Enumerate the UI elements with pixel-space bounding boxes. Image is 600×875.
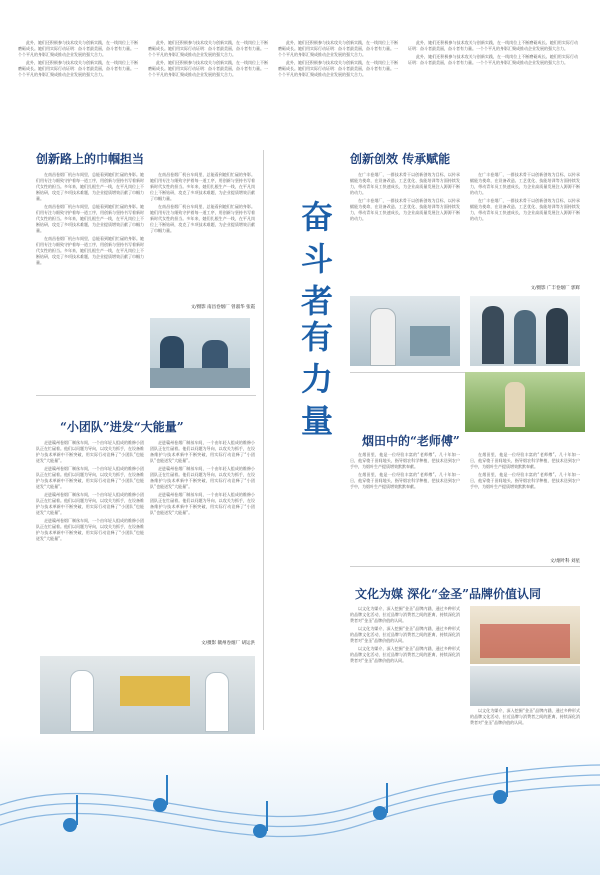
article-1-paragraph-4: 在南昌卷烟厂机台车间里，总能看到她们忙碌的身影。她们用专注与细致守护着每一道工序，用创新与坚持书写着新时代女性的担当。多年来，她们扎根生产一线，在平凡岗位上不断钻研，攻克了多项技术难题，为企业提质增效贡献了巾帼力量。 <box>150 172 255 201</box>
top-text-col-2 <box>148 40 268 140</box>
rule-left-1 <box>36 395 256 396</box>
article-5-paragraph-3: 以文化为媒介，深入挖掘“金圣”品牌内涵，通过多种形式的品牌文化活动，拉近品牌与消费者之间的距离，持续深化消费者对“金圣”品牌价值的认同。 <box>350 646 460 663</box>
top-paragraph-6: 此外，她们还积极参与技术攻关与创新实践，在一线岗位上不断磨砺成长。她们用实际行动证明：奋斗者最美丽，奋斗者有力量。一个个平凡的身影汇聚成推动企业发展的强大合力。 <box>278 60 398 77</box>
article-2-paragraph-2: 在广丰卷烟厂，一群技术骨干以创新创效为目标，以传承赋能为使命，在设备改造、工艺优化、技能培训等方面持续发力，带动青年员工快速成长，为企业高质量发展注入源源不断的动力。 <box>350 198 460 221</box>
article-2-text-col-1 <box>350 172 460 282</box>
article-1-paragraph-5: 在南昌卷烟厂机台车间里，总能看到她们忙碌的身影。她们用专注与细致守护着每一道工序，用创新与坚持书写着新时代女性的担当。多年来，她们扎根生产一线，在平凡岗位上不断钻研，攻克了多项技术难题，为企业提质增效贡献了巾帼力量。 <box>150 204 255 233</box>
article-3-paragraph-1: 走进赣州卷烟厂制丝车间，一个由年轻人组成的维修小团队正在忙碌着。他们以问题为导向，以攻关为抓手，在设备维护与技术革新中不断突破，用实际行动诠释了“小团队”也能迸发“大能量”。 <box>36 440 144 463</box>
article-2-photo-left <box>350 296 460 366</box>
article-4-title: 烟田中的“老师傅” <box>362 434 460 448</box>
center-divider <box>263 150 264 730</box>
article-4-paragraph-2: 在烟田里，他是一位经验丰富的“老师傅”。几十年如一日，他穿梭于田间地头，指导烟农科学种植，把技术送到农户手中，为烟叶生产提质增效默默奉献。 <box>350 472 460 489</box>
article-3-text-col-1 <box>36 440 144 640</box>
article-1-photo <box>150 318 250 388</box>
article-5-text-col-1 <box>350 606 460 726</box>
article-5-photo-bottom <box>470 666 580 706</box>
article-1-paragraph-2: 在南昌卷烟厂机台车间里，总能看到她们忙碌的身影。她们用专注与细致守护着每一道工序，用创新与坚持书写着新时代女性的担当。多年来，她们扎根生产一线，在平凡岗位上不断钻研，攻克了多项技术难题，为企业提质增效贡献了巾帼力量。 <box>36 204 144 233</box>
article-3-paragraph-2: 走进赣州卷烟厂制丝车间，一个由年轻人组成的维修小团队正在忙碌着。他们以问题为导向，以攻关为抓手，在设备维护与技术革新中不断突破，用实际行动诠释了“小团队”也能迸发“大能量”。 <box>36 466 144 489</box>
top-paragraph-8: 此外，她们还积极参与技术攻关与创新实践，在一线岗位上不断磨砺成长。她们用实际行动证明：奋斗者最美丽，奋斗者有力量。一个个平凡的身影汇聚成推动企业发展的强大合力。 <box>408 54 578 65</box>
article-3-photo <box>40 656 255 734</box>
article-2-photo-right <box>470 296 580 366</box>
article-4-photo <box>465 372 585 432</box>
top-paragraph-3: 此外，她们还积极参与技术攻关与创新实践，在一线岗位上不断磨砺成长。她们用实际行动证明：奋斗者最美丽，奋斗者有力量。一个个平凡的身影汇聚成推动企业发展的强大合力。 <box>148 40 268 57</box>
article-3-paragraph-7: 走进赣州卷烟厂制丝车间，一个由年轻人组成的维修小团队正在忙碌着。他们以问题为导向，以攻关为抓手，在设备维护与技术革新中不断突破，用实际行动诠释了“小团队”也能迸发“大能量”。 <box>150 492 255 515</box>
article-5-photo-top <box>470 606 580 664</box>
top-paragraph-4: 此外，她们还积极参与技术攻关与创新实践，在一线岗位上不断磨砺成长。她们用实际行动证明：奋斗者最美丽，奋斗者有力量。一个个平凡的身影汇聚成推动企业发展的强大合力。 <box>148 60 268 77</box>
article-4-paragraph-3: 在烟田里，他是一位经验丰富的“老师傅”。几十年如一日，他穿梭于田间地头，指导烟农科学种植，把技术送到农户手中，为烟叶生产提质增效默默奉献。 <box>470 452 580 469</box>
article-3-paragraph-4: 走进赣州卷烟厂制丝车间，一个由年轻人组成的维修小团队正在忙碌着。他们以问题为导向，以攻关为抓手，在设备维护与技术革新中不断突破，用实际行动诠释了“小团队”也能迸发“大能量”。 <box>36 518 144 541</box>
article-1-paragraph-3: 在南昌卷烟厂机台车间里，总能看到她们忙碌的身影。她们用专注与细致守护着每一道工序，用创新与坚持书写着新时代女性的担当。多年来，她们扎根生产一线，在平凡岗位上不断钻研，攻克了多项技术难题，为企业提质增效贡献了巾帼力量。 <box>36 236 144 265</box>
decorative-music-band <box>0 735 600 875</box>
article-2-text-col-2 <box>470 172 580 282</box>
article-5-title: 文化为媒 深化“金圣”品牌价值认同 <box>355 587 541 601</box>
article-2-paragraph-1: 在广丰卷烟厂，一群技术骨干以创新创效为目标，以传承赋能为使命，在设备改造、工艺优化、技能培训等方面持续发力，带动青年员工快速成长，为企业高质量发展注入源源不断的动力。 <box>350 172 460 195</box>
article-3-byline: 文/摄影 赣州卷烟厂 胡运洪 <box>201 641 255 646</box>
slogan-line-2: 有力量 <box>296 320 334 446</box>
article-1-paragraph-1: 在南昌卷烟厂机台车间里，总能看到她们忙碌的身影。她们用专注与细致守护着每一道工序，用创新与坚持书写着新时代女性的担当。多年来，她们扎根生产一线，在平凡岗位上不断钻研，攻克了多项技术难题，为企业提质增效贡献了巾帼力量。 <box>36 172 144 201</box>
article-4-paragraph-4: 在烟田里，他是一位经验丰富的“老师傅”。几十年如一日，他穿梭于田间地头，指导烟农科学种植，把技术送到农户手中，为烟叶生产提质增效默默奉献。 <box>470 472 580 489</box>
top-text-col-4 <box>408 40 578 140</box>
article-1-byline: 文/摄影 南昌卷烟厂 曾淑华 张霞 <box>190 305 255 310</box>
article-1-text-col-1 <box>36 172 144 307</box>
article-5-paragraph-1: 以文化为媒介，深入挖掘“金圣”品牌内涵，通过多种形式的品牌文化活动，拉近品牌与消费者之间的距离，持续深化消费者对“金圣”品牌价值的认同。 <box>350 606 460 623</box>
article-2-paragraph-3: 在广丰卷烟厂，一群技术骨干以创新创效为目标，以传承赋能为使命，在设备改造、工艺优化、技能培训等方面持续发力，带动青年员工快速成长，为企业高质量发展注入源源不断的动力。 <box>470 172 580 195</box>
article-3-paragraph-3: 走进赣州卷烟厂制丝车间，一个由年轻人组成的维修小团队正在忙碌着。他们以问题为导向，以攻关为抓手，在设备维护与技术革新中不断突破，用实际行动诠释了“小团队”也能迸发“大能量”。 <box>36 492 144 515</box>
article-2-title: 创新创效 传承赋能 <box>350 152 451 166</box>
slogan-line-1: 奋斗者 <box>296 200 334 326</box>
top-paragraph-1: 此外，她们还积极参与技术攻关与创新实践，在一线岗位上不断磨砺成长。她们用实际行动证明：奋斗者最美丽，奋斗者有力量。一个个平凡的身影汇聚成推动企业发展的强大合力。 <box>18 40 138 57</box>
article-5-paragraph-4: 以文化为媒介，深入挖掘“金圣”品牌内涵，通过多种形式的品牌文化活动，拉近品牌与消费者之间的距离，持续深化消费者对“金圣”品牌价值的认同。 <box>470 708 580 725</box>
top-paragraph-2: 此外，她们还积极参与技术攻关与创新实践，在一线岗位上不断磨砺成长。她们用实际行动证明：奋斗者最美丽，奋斗者有力量。一个个平凡的身影汇聚成推动企业发展的强大合力。 <box>18 60 138 77</box>
article-5-paragraph-2: 以文化为媒介，深入挖掘“金圣”品牌内涵，通过多种形式的品牌文化活动，拉近品牌与消费者之间的距离，持续深化消费者对“金圣”品牌价值的认同。 <box>350 626 460 643</box>
article-4-text-col-1 <box>350 452 460 557</box>
article-3-paragraph-5: 走进赣州卷烟厂制丝车间，一个由年轻人组成的维修小团队正在忙碌着。他们以问题为导向，以攻关为抓手，在设备维护与技术革新中不断突破，用实际行动诠释了“小团队”也能迸发“大能量”。 <box>150 440 255 463</box>
article-2-paragraph-4: 在广丰卷烟厂，一群技术骨干以创新创效为目标，以传承赋能为使命，在设备改造、工艺优化、技能培训等方面持续发力，带动青年员工快速成长，为企业高质量发展注入源源不断的动力。 <box>470 198 580 221</box>
top-paragraph-7: 此外，她们还积极参与技术攻关与创新实践，在一线岗位上不断磨砺成长。她们用实际行动证明：奋斗者最美丽，奋斗者有力量。一个个平凡的身影汇聚成推动企业发展的强大合力。 <box>408 40 578 51</box>
top-paragraph-5: 此外，她们还积极参与技术攻关与创新实践，在一线岗位上不断磨砺成长。她们用实际行动证明：奋斗者最美丽，奋斗者有力量。一个个平凡的身影汇聚成推动企业发展的强大合力。 <box>278 40 398 57</box>
article-3-paragraph-6: 走进赣州卷烟厂制丝车间，一个由年轻人组成的维修小团队正在忙碌着。他们以问题为导向，以攻关为抓手，在设备维护与技术革新中不断突破，用实际行动诠释了“小团队”也能迸发“大能量”。 <box>150 466 255 489</box>
article-4-paragraph-1: 在烟田里，他是一位经验丰富的“老师傅”。几十年如一日，他穿梭于田间地头，指导烟农科学种植，把技术送到农户手中，为烟叶生产提质增效默默奉献。 <box>350 452 460 469</box>
article-3-title: “小团队”进发“大能量” <box>60 420 184 434</box>
article-4-text-col-2 <box>470 452 580 557</box>
article-2-byline: 文/摄影 广丰卷烟厂 郭辉 <box>530 286 580 291</box>
top-text-col-3 <box>278 40 398 140</box>
article-3-text-col-2 <box>150 440 255 640</box>
rule-right-2 <box>350 566 580 567</box>
article-1-text-col-2 <box>150 172 255 272</box>
article-4-byline: 文/烟叶科 刘星 <box>550 559 580 564</box>
article-5-text-col-2 <box>470 708 580 738</box>
article-1-title: 创新路上的巾帼担当 <box>36 152 145 166</box>
top-text-col-1 <box>18 40 138 140</box>
